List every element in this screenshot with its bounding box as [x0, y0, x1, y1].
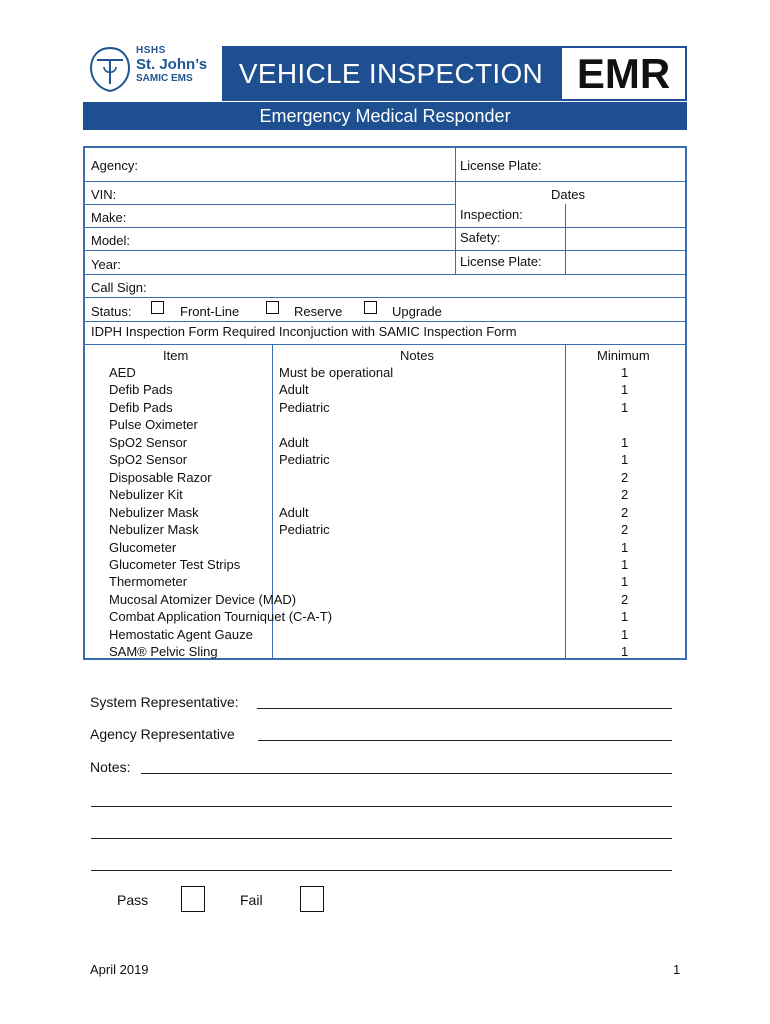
equipment-item: Defib Pads	[109, 382, 173, 398]
item-column-header: Item	[163, 348, 189, 363]
equipment-item: SAM® Pelvic Sling	[109, 644, 218, 660]
emr-badge: EMR	[560, 46, 687, 101]
notes-line-2[interactable]	[91, 806, 672, 807]
equipment-minimum: 1	[621, 626, 629, 642]
page-number: 1	[673, 962, 681, 977]
equipment-notes: Adult	[279, 382, 309, 398]
agency-label: Agency:	[91, 158, 138, 173]
make-label: Make:	[91, 210, 127, 225]
inspection-form	[83, 146, 687, 660]
equipment-notes: Adult	[279, 504, 309, 520]
footer-date: April 2019	[90, 962, 149, 977]
minimum-column-header: Minimum	[597, 348, 650, 363]
equipment-minimum: 1	[621, 452, 629, 468]
system-representative-line[interactable]	[257, 708, 672, 709]
equipment-item: AED	[109, 365, 136, 380]
page-subtitle: Emergency Medical Responder	[83, 102, 687, 130]
license-plate-date-label: License Plate:	[460, 254, 542, 269]
equipment-minimum: 1	[621, 556, 629, 572]
equipment-minimum: 1	[621, 399, 629, 415]
equipment-minimum: 2	[621, 522, 629, 538]
front-line-checkbox[interactable]	[151, 301, 164, 314]
equipment-minimum: 1	[621, 609, 629, 625]
equipment-item: Disposable Razor	[109, 469, 212, 485]
front-line-option: Front-Line	[180, 304, 240, 319]
equipment-notes: Pediatric	[279, 452, 330, 468]
equipment-notes: Adult	[279, 434, 309, 450]
notes-line-1[interactable]	[141, 773, 672, 774]
equipment-minimum: 1	[621, 365, 629, 380]
equipment-minimum: 1	[621, 382, 629, 398]
fail-label: Fail	[240, 892, 263, 908]
dates-heading: Dates	[551, 187, 585, 202]
model-label: Model:	[91, 233, 131, 248]
notes-column-header: Notes	[400, 348, 434, 363]
equipment-minimum: 2	[621, 591, 629, 607]
idph-note: IDPH Inspection Form Required Inconjuction with SAMIC Inspection Form	[91, 324, 517, 339]
equipment-notes: Must be operational	[279, 365, 394, 380]
logo-line-1: HSHS	[136, 45, 166, 56]
equipment-notes: Pediatric	[279, 522, 330, 538]
equipment-minimum: 2	[621, 504, 629, 520]
notes-label: Notes:	[90, 759, 131, 775]
notes-line-3[interactable]	[91, 838, 672, 839]
upgrade-option: Upgrade	[392, 304, 442, 319]
equipment-minimum: 2	[621, 469, 629, 485]
equipment-item: Nebulizer Kit	[109, 487, 183, 503]
system-representative-label: System Representative:	[90, 694, 239, 710]
equipment-item: Glucometer	[109, 539, 177, 555]
equipment-minimum: 1	[621, 574, 629, 590]
equipment-item: SpO2 Sensor	[109, 434, 188, 450]
reserve-option: Reserve	[294, 304, 343, 319]
equipment-item: Mucosal Atomizer Device (MAD)	[109, 591, 297, 607]
page-title: VEHICLE INSPECTION	[222, 46, 560, 101]
equipment-item: Thermometer	[109, 574, 188, 590]
notes-line-4[interactable]	[91, 870, 672, 871]
logo-line-2: St. John’s	[136, 56, 208, 73]
logo-line-3: SAMIC EMS	[136, 73, 193, 84]
hshs-logo	[88, 44, 218, 94]
year-label: Year:	[91, 257, 121, 272]
reserve-checkbox[interactable]	[266, 301, 279, 314]
equipment-item: SpO2 Sensor	[109, 452, 188, 468]
equipment-item: Pulse Oximeter	[109, 417, 198, 433]
safety-date-label: Safety:	[460, 230, 501, 245]
upgrade-checkbox[interactable]	[364, 301, 377, 314]
vin-label: VIN:	[91, 187, 117, 202]
inspection-date-label: Inspection:	[460, 207, 523, 222]
equipment-minimum: 2	[621, 487, 629, 503]
agency-representative-label: Agency Representative	[90, 726, 235, 742]
equipment-notes: Pediatric	[279, 399, 330, 415]
equipment-minimum: 1	[621, 539, 629, 555]
pass-label: Pass	[117, 892, 149, 908]
equipment-minimum: 1	[621, 434, 629, 450]
equipment-item: Glucometer Test Strips	[109, 556, 241, 572]
equipment-minimum: 1	[621, 644, 629, 660]
agency-representative-line[interactable]	[258, 740, 672, 741]
cross-emblem-icon	[88, 44, 132, 94]
status-label: Status:	[91, 304, 132, 319]
equipment-item: Combat Application Tourniquet (C-A-T)	[109, 609, 333, 625]
equipment-item: Nebulizer Mask	[109, 522, 199, 538]
license-plate-label: License Plate:	[460, 158, 542, 173]
equipment-item: Defib Pads	[109, 399, 173, 415]
pass-checkbox[interactable]	[181, 886, 205, 912]
equipment-item: Nebulizer Mask	[109, 504, 199, 520]
call-sign-label: Call Sign:	[91, 280, 147, 295]
fail-checkbox[interactable]	[300, 886, 324, 912]
equipment-item: Hemostatic Agent Gauze	[109, 626, 253, 642]
